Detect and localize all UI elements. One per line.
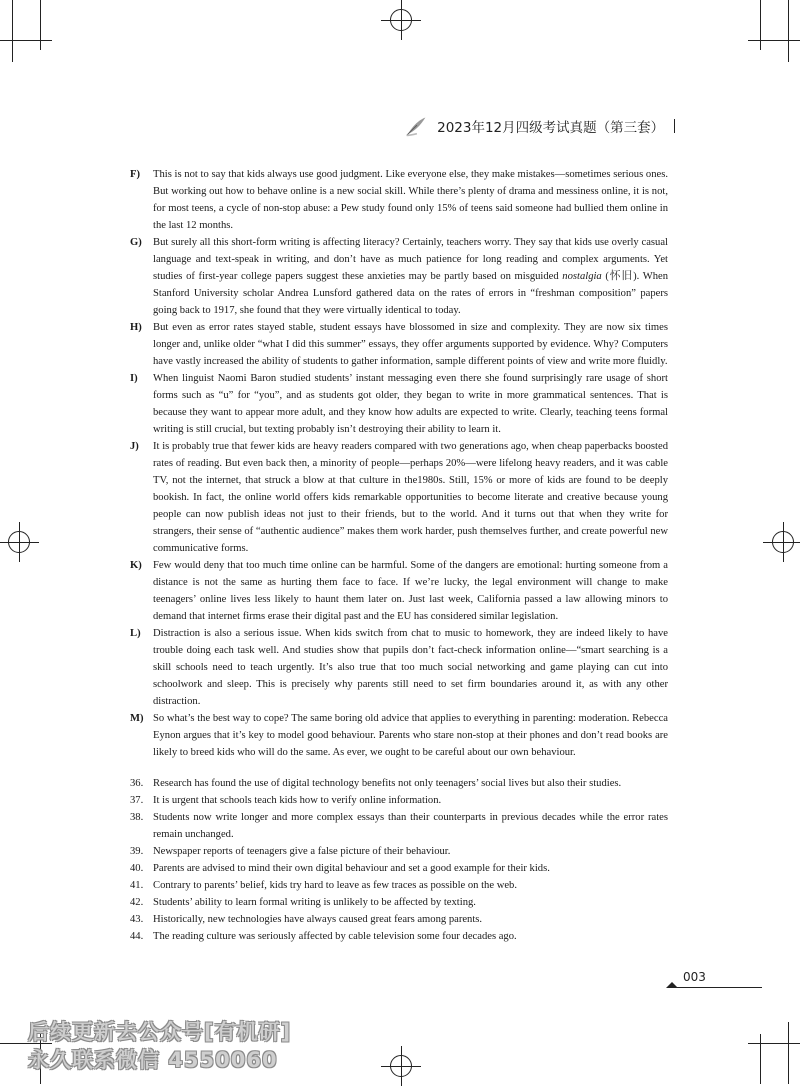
paragraph-letter: K) (130, 560, 142, 571)
paragraph (130, 438, 668, 557)
statement-item (130, 775, 668, 792)
crop-mark (788, 0, 789, 62)
paragraph-text: It is probably true that fewer kids are heavy readers compared with two generations ago, when cheap paperbacks boosted rates of reading. But even back then, a minority of people—perhaps 20%—were lifelong heavy readers, and it was cable TV, not the internet, that struck a blow at that culture in the1980s. Still, 15% or more of kids are found to be deeply bookish. In fact, the online world offers kids remarkable opportunities to become literate and creative because young people can now publish ideas not just to their friends, but to the world. And it turns out that when they write for strangers, their sense of “authentic audience” makes them work harder, push themselves further, and create powerful new communicative forms. (153, 441, 668, 554)
statement-item (130, 894, 668, 911)
paragraph-letter: G) (130, 237, 142, 248)
statement-number: 40. (130, 863, 144, 874)
header-divider (674, 119, 675, 133)
statement-number: 42. (130, 897, 144, 908)
statement-item (130, 860, 668, 877)
paragraph-letter: L) (130, 628, 141, 639)
paragraph-text: Distraction is also a serious issue. When kids switch from chat to music to homework, they are indeed likely to have trouble doing each task well. And studies show that pupils don’t fact-check information online—“smart searching is a skill schools need to teach urgently. It’s also true that too much social networking and game playing can cut into schoolwork and sleep. This is precisely why parents still need to set firm boundaries around it, as with any other distraction. (153, 628, 668, 707)
statement-text: Students now write longer and more complex essays than their counterparts in previous decades while the error rates remain unchanged. (153, 812, 668, 840)
statement-number: 41. (130, 880, 144, 891)
paragraph (130, 710, 668, 761)
crop-mark (12, 0, 13, 62)
paragraph-text: But even as error rates stayed stable, student essays have blossomed in size and complexity. They are now six times longer and, unlike older “what I did this summer” essays, they offer arguments supported by evidence. Why? Computers have vastly increased the ability of students to gather information, sample different points of view and write more fluidly. (153, 322, 668, 367)
paragraph-text: This is not to say that kids always use good judgment. Like everyone else, they make mistakes—sometimes serious ones. But working out how to behave online is a new social skill. While there’s plenty of drama and messiness online, it is not, for most teens, a cycle of non-stop abuse: a Pew study found only 15% of teens said someone had bullied them online in the last 12 months. (153, 169, 668, 231)
statement-item (130, 911, 668, 928)
statement-text: Newspaper reports of teenagers give a false picture of their behaviour. (153, 846, 451, 857)
registration-mark-right (772, 531, 794, 553)
statement-item (130, 809, 668, 843)
paragraph-text: (怀旧). When Stanford University scholar Andrea Lunsford gathered data on the rates of errors in “freshman composition” papers going back to 1917, she found that they were virtually identical to today. (153, 271, 668, 316)
paragraph (130, 370, 668, 438)
statement-list (130, 775, 668, 945)
crop-mark (760, 0, 761, 50)
paragraph (130, 319, 668, 370)
statement-text: Research has found the use of digital technology benefits not only teenagers’ social lives but also their studies. (153, 778, 622, 789)
statement-item (130, 792, 668, 809)
statement-text: The reading culture was seriously affected by cable television some four decades ago. (153, 931, 517, 942)
crop-mark (0, 40, 52, 41)
statement-text: Historically, new technologies have always caused great fears among parents. (153, 914, 483, 925)
statement-number: 36. (130, 778, 144, 789)
statement-number: 37. (130, 795, 144, 806)
paragraph-letter: H) (130, 322, 142, 333)
paragraph-text: So what’s the best way to cope? The same boring old advice that applies to everything in parenting: moderation. Rebecca Eynon argues that it’s key to model good behaviour. Parents who stare non-stop at their phones and don’t read books are likely to breed kids who will do the same. As ever, we ought to be careful about our own behaviour. (153, 713, 668, 758)
paragraph-letter: M) (130, 713, 144, 724)
registration-mark-bottom (390, 1055, 412, 1077)
statement-number: 38. (130, 812, 144, 823)
feather-icon (405, 114, 427, 138)
paragraph-letter: F) (130, 169, 140, 180)
paragraph-letter: J) (130, 441, 139, 452)
paragraph (130, 234, 668, 319)
crop-mark (788, 1022, 789, 1084)
crop-mark (748, 1043, 800, 1044)
statement-number: 43. (130, 914, 144, 925)
statement-item (130, 877, 668, 894)
page-number-rule (672, 987, 762, 988)
statement-text: Parents are advised to mind their own digital behaviour and set a good example for their kids. (153, 863, 550, 874)
paragraph-text: But surely all this short-form writing is affecting literacy? Certainly, teachers worry. They say that kids use overly casual language and text-speak in writing, and don’t have as much patience for long reading and complex arguments. Yet studies of first-year college papers suggest these anxieties may be partly based on misguided (153, 237, 668, 282)
passage-content (130, 166, 668, 945)
paragraph-letter: I) (130, 373, 138, 384)
paragraph-text: When linguist Naomi Baron studied students’ instant messaging even there she found surprisingly rare usage of short forms such as “u” for “you”, and as students got older, they began to write in more grammatical sentences. That is because they want to appear more adult, and they know how adults are expected to write. Clearly, teaching teens formal writing is still crucial, but texting probably isn’t destroying their ability to learn it. (153, 373, 668, 435)
crop-mark (748, 40, 800, 41)
paragraph-list (130, 166, 668, 761)
paragraph (130, 557, 668, 625)
page-title: 2023年12月四级考试真题（第三套） (437, 120, 665, 136)
registration-mark-left (8, 531, 30, 553)
italic-term: nostalgia (562, 271, 602, 282)
paragraph (130, 625, 668, 710)
statement-text: It is urgent that schools teach kids how to verify online information. (153, 795, 442, 806)
paragraph-text: Few would deny that too much time online can be harmful. Some of the dangers are emotional: hurting someone from a distance is not the same as hurting them face to face. If we’re lucky, the legal environment will change to make teenagers’ online lives less likely to haunt them later on. Just last week, California passed a law allowing minors to demand that internet firms erase their digital past and the EU has considered similar legislation. (153, 560, 668, 622)
paragraph (130, 166, 668, 234)
watermark-line-1: 后续更新去公众号[有机研] (28, 1020, 292, 1044)
registration-mark-top (390, 9, 412, 31)
statement-text: Contrary to parents’ belief, kids try hard to leave as few traces as possible on the web. (153, 880, 517, 891)
page-number: 003 (683, 970, 706, 984)
statement-number: 44. (130, 931, 144, 942)
statement-item (130, 843, 668, 860)
statement-text: Students’ ability to learn formal writing is unlikely to be affected by texting. (153, 897, 476, 908)
page-header (405, 113, 675, 139)
crop-mark (760, 1034, 761, 1084)
statement-number: 39. (130, 846, 144, 857)
watermark-line-2: 永久联系微信 4550060 (28, 1048, 278, 1072)
crop-mark (40, 0, 41, 50)
statement-item (130, 928, 668, 945)
